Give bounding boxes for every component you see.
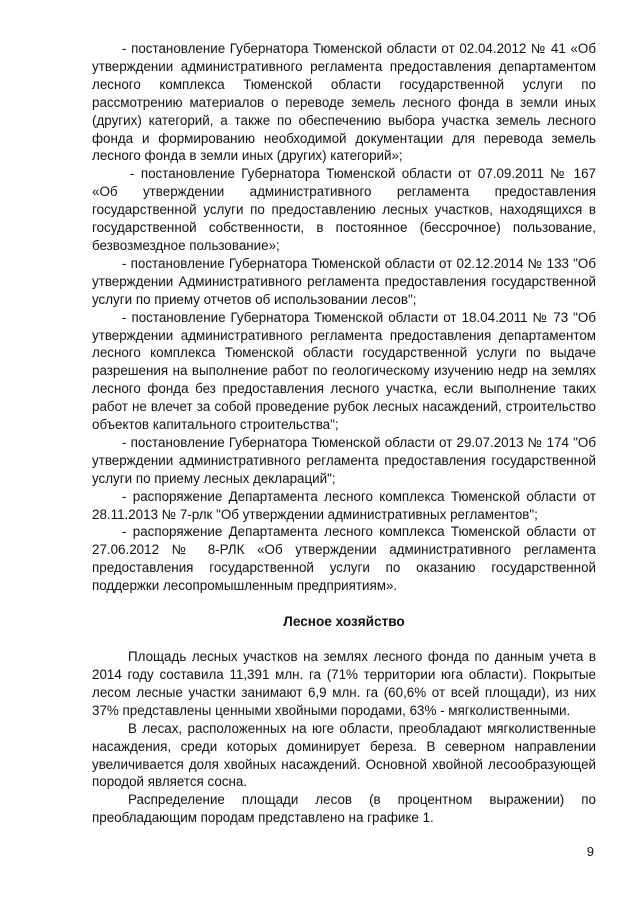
list-item-decree-174: - постановление Губернатора Тюменской области от 29.07.2013 № 174 "Об утверждении административного регламента предоставления государственной услуги по приему лесных деклараций"; bbox=[92, 434, 596, 486]
list-item-decree-133: - постановление Губернатора Тюменской области от 02.12.2014 № 133 "Об утверждении Административного регламента предоставления государственной услуги по приему отчетов об использовании лесов"; bbox=[92, 255, 596, 307]
section-heading: Лесное хозяйство bbox=[283, 614, 405, 630]
forestry-section bbox=[92, 648, 596, 827]
paragraph-forest-area: Площадь лесных участков на землях лесного фонда по данным учета в 2014 году составила 11,391 млн. га (71% территории юга области). Покрытые лесом лесные участки занимают 6,9 млн. га (60,6% от всей площади), из них 37% представлены ценными хвойными породами, 63% - мягколиственными. bbox=[92, 649, 596, 718]
list-item-decree-167: - постановление Губернатора Тюменской области от 07.09.2011 № 167 «Об утверждении административного регламента предоставления государственной услуги по предоставлению лесных участков, находящихся в государственной собственности, в постоянное (бессрочное) пользование, безвозмездное пользование»; bbox=[92, 166, 596, 253]
list-item-order-8-rlk: - распоряжение Департамента лесного комплекса Тюменской области от 27.06.2012 № 8-РЛК «Об утверждении административного регламента предоставления государственной услуги по оказанию государственной поддержки лесопромышленным предприятиям». bbox=[92, 524, 596, 594]
paragraph-chart-reference: Распределение площади лесов (в процентном выражении) по преобладающим породам представлено на графике 1. bbox=[92, 792, 596, 826]
list-item-decree-73: - постановление Губернатора Тюменской области от 18.04.2011 № 73 "Об утверждении административного регламента предоставления департаментом лесного комплекса Тюменской области государственной услуги по выдаче разрешения на выполнение работ по геологическому изучению недр на землях лесного фонда без предоставления лесного участка, если выполнение таких работ не влечет за собой проведение рубок лесных насаждений, строительство объектов капитального строительства"; bbox=[92, 309, 596, 433]
paragraph-forest-composition: В лесах, расположенных на юге области, преобладают мягколиственные насаждения, среди которых доминирует береза. В северном направлении увеличивается доля хвойных насаждений. Основной хвойной лесообразующей породой является сосна. bbox=[92, 720, 596, 790]
page-content bbox=[92, 40, 596, 827]
list-item-decree-41: - постановление Губернатора Тюменской области от 02.04.2012 № 41 «Об утверждении административного регламента предоставления департаментом лесного комплекса Тюменской области государственной услуги по рассмотрению материалов о переводе земель лесного фонда в земли иных (других) категорий, а также по обеспечению выбора участка земель лесного фонда и формированию необходимой документации для перевода земель лесного фонда в земли иных (других) категорий»; bbox=[92, 41, 596, 164]
list-item-order-7-rlk: - распоряжение Департамента лесного комплекса Тюменской области от 28.11.2013 № 7-рлк "Об утверждении административных регламентов"; bbox=[92, 488, 596, 522]
page-number: 9 bbox=[586, 844, 594, 859]
